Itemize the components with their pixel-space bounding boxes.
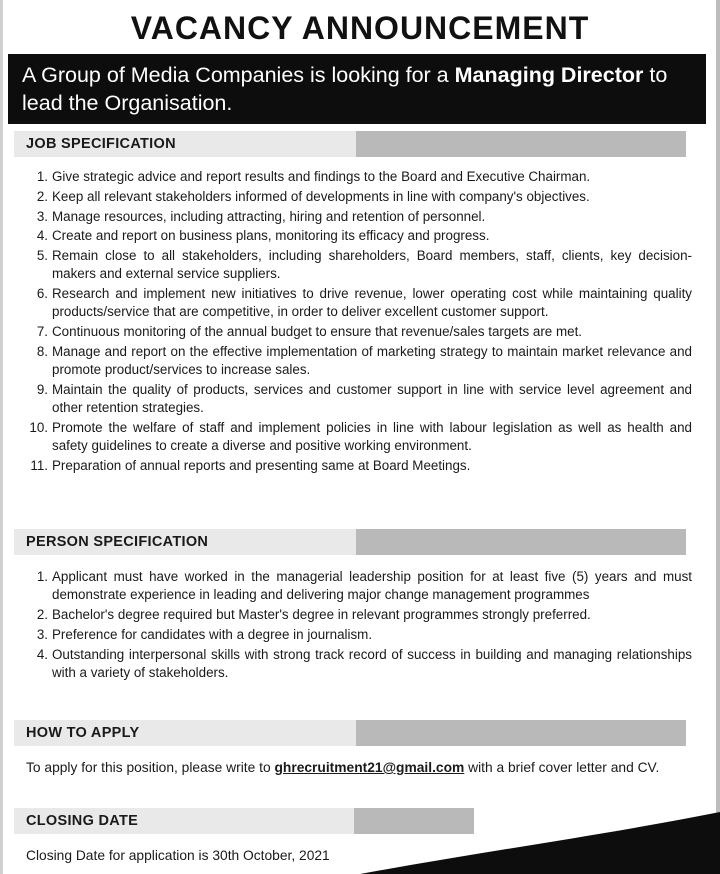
job-spec-item-number: 10.: [29, 419, 48, 435]
closing-date-text: Closing Date for application is 30th October, 2021: [26, 848, 330, 863]
job-spec-item-number: 4.: [36, 228, 48, 244]
job-spec-item-number: 2.: [36, 188, 48, 204]
job-spec-item: [36, 208, 692, 226]
apply-text-after: with a brief cover letter and CV.: [464, 760, 660, 775]
job-spec-item-text: Promote the welfare of staff and implement policies in line with labour legislation as well as health and safety guidelines to create a diverse and positive working environment.: [52, 419, 692, 454]
how-to-apply-heading: [14, 720, 686, 746]
job-spec-item-number: 11.: [30, 457, 48, 473]
person-spec-item-number: 2.: [36, 607, 48, 622]
person-spec-item-text: Bachelor's degree required but Master's degree in relevant programmes strongly preferred.: [52, 607, 591, 622]
person-spec-item-number: 1.: [36, 569, 48, 584]
job-spec-item-number: 3.: [36, 208, 48, 224]
banner-text-after: to lead the Organisation.: [22, 63, 668, 115]
person-spec-heading-label: PERSON SPECIFICATION: [26, 534, 209, 550]
person-spec-item-text: Applicant must have worked in the managerial leadership position for at least five (5) years and must demonstrate experience in leading and delivering major change management programmes: [52, 569, 692, 603]
job-spec-item-number: 8.: [36, 343, 48, 359]
banner-role: Managing Director: [454, 63, 644, 87]
job-spec-item-text: Give strategic advice and report results and findings to the Board and Executive Chairman.: [52, 169, 591, 184]
person-spec-item: [36, 626, 692, 644]
person-spec-list: [36, 568, 692, 684]
how-to-apply-heading-shade: [356, 720, 686, 746]
how-to-apply-text: [26, 757, 694, 778]
job-spec-item: [36, 381, 692, 417]
job-spec-item-text: Create and report on business plans, monitoring its efficacy and progress.: [52, 228, 490, 244]
corner-decoration: [360, 812, 720, 874]
job-spec-heading-shade: [356, 131, 686, 157]
job-spec-item: [36, 188, 692, 206]
job-spec-item-text: Remain close to all stakeholders, including shareholders, Board members, staff, clients, key decision-makers and external service suppliers.: [52, 248, 692, 282]
job-spec-item: [36, 323, 692, 341]
closing-date-heading-label: CLOSING DATE: [26, 813, 139, 829]
banner-text-before: A Group of Media Companies is looking for a: [22, 63, 455, 87]
person-spec-item: [36, 646, 692, 682]
job-spec-item-number: 1.: [36, 169, 48, 184]
job-spec-item: [30, 457, 692, 475]
job-spec-item-text: Maintain the quality of products, services and customer support in line with service level agreement and other retention strategies.: [52, 381, 692, 416]
job-spec-item-number: 9.: [36, 381, 48, 397]
person-spec-heading: [14, 529, 686, 555]
person-spec-heading-shade: [356, 529, 686, 555]
job-spec-item-text: Research and implement new initiatives to drive revenue, lower operating cost while maintaining quality products/service that are competitive, in order to deliver excellent customer support.: [52, 286, 692, 320]
job-spec-item: [36, 247, 692, 283]
job-spec-item-number: 5.: [36, 248, 48, 264]
apply-email-link[interactable]: ghrecruitment21@gmail.com: [274, 760, 465, 775]
corner-swoosh: [360, 812, 720, 874]
person-spec-item-number: 4.: [36, 646, 48, 662]
job-spec-item-text: Keep all relevant stakeholders informed of developments in line with company's objectives.: [52, 188, 590, 204]
intro-banner: [8, 54, 706, 124]
job-spec-item-text: Manage and report on the effective implementation of marketing strategy to maintain market relevance and promote product/services to increase sales.: [52, 343, 692, 378]
job-spec-item: [36, 343, 692, 379]
job-spec-item-text: Continuous monitoring of the annual budget to ensure that revenue/sales targets are met.: [52, 324, 583, 340]
job-spec-item-text: Preparation of annual reports and presenting same at Board Meetings.: [52, 457, 471, 473]
person-spec-item-text: Preference for candidates with a degree in journalism.: [52, 626, 373, 642]
job-spec-item: [36, 227, 692, 245]
page-left-border: [0, 0, 3, 874]
job-spec-item: [29, 419, 692, 455]
job-spec-item-text: Manage resources, including attracting, hiring and retention of personnel.: [52, 208, 486, 224]
person-spec-item-text: Outstanding interpersonal skills with strong track record of success in building and managing relationships with a variety of stakeholders.: [52, 646, 692, 680]
person-spec-item: [36, 568, 692, 604]
job-spec-item: [36, 168, 692, 186]
job-spec-heading: [14, 131, 686, 157]
apply-text-before: To apply for this position, please write to: [26, 760, 275, 775]
page-title: VACANCY ANNOUNCEMENT: [130, 10, 590, 46]
person-spec-item-number: 3.: [36, 626, 48, 642]
job-spec-item-number: 7.: [36, 324, 48, 340]
person-spec-item: [36, 606, 692, 624]
job-spec-item: [36, 285, 692, 321]
job-spec-item-number: 6.: [36, 286, 48, 302]
how-to-apply-heading-label: HOW TO APPLY: [26, 725, 140, 741]
page-right-border: [716, 0, 720, 874]
job-spec-list: [29, 168, 692, 477]
job-spec-heading-label: JOB SPECIFICATION: [26, 136, 176, 152]
